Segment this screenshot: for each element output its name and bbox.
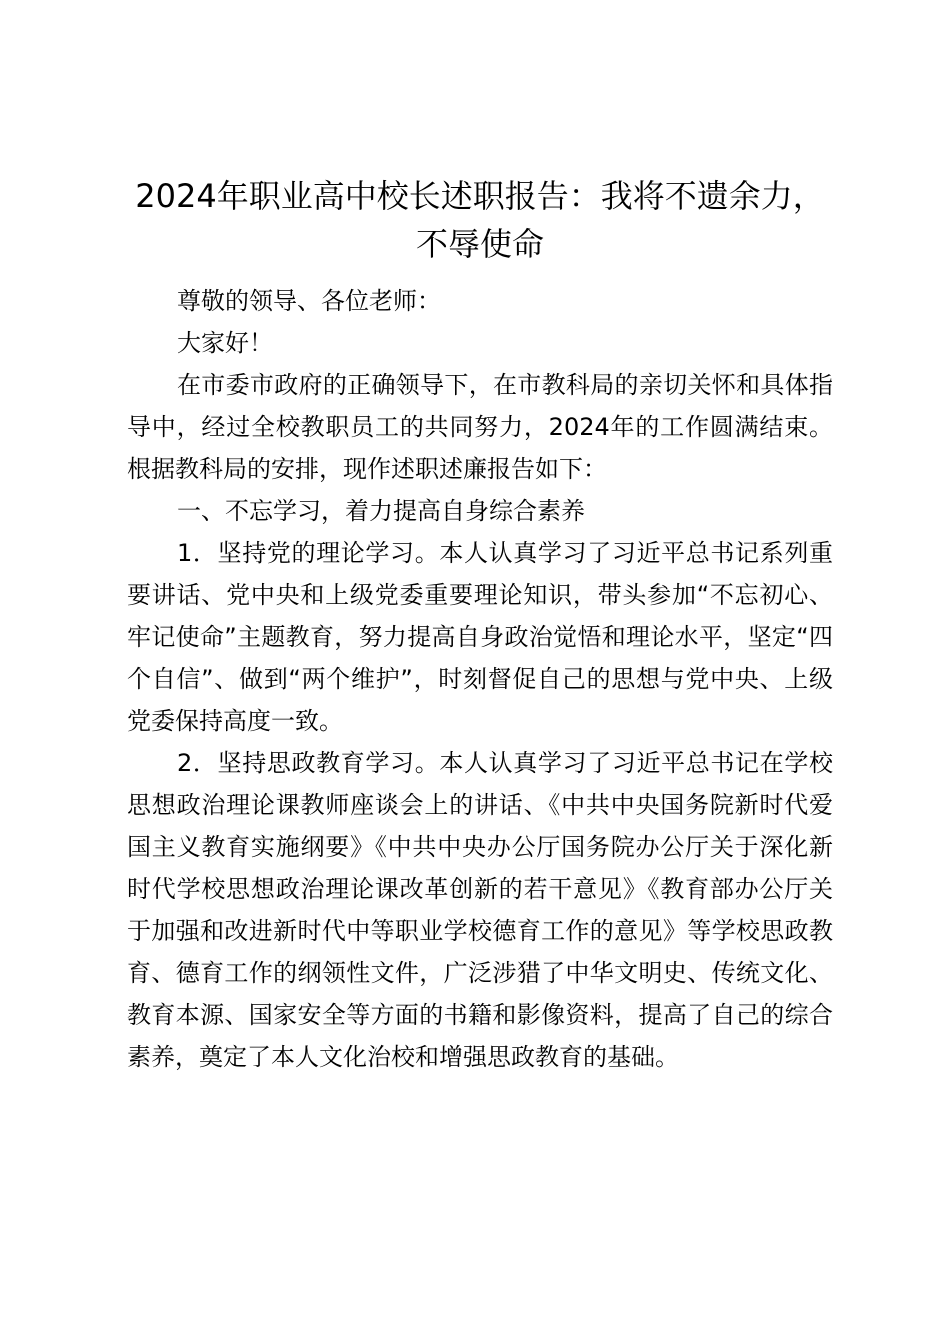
salutation: 尊敬的领导、各位老师： xyxy=(177,287,441,315)
paragraph-item-1: 1．坚持党的理论学习。本人认真学习了习近平总书记系列重要讲话、党中央和上级党委重要理论知识，带头参加“不忘初心、牢记使命”主题教育，努力提高自身政治觉悟和理论水平，坚定“四个自信”、做到“两个维护”，时刻督促自己的思想与党中央、上级党委保持高度一致。 xyxy=(127,539,833,735)
intro-paragraph: 在市委市政府的正确领导下，在市教科局的亲切关怀和具体指导中，经过全校教职员工的共同努力，2024年的工作圆满结束。根据教科局的安排，现作述职述廉报告如下： xyxy=(127,371,833,483)
document-content xyxy=(127,172,833,1078)
document-body xyxy=(127,280,833,1078)
section-heading-1: 一、不忘学习，着力提高自身综合素养 xyxy=(177,497,585,525)
document-title: 2024年职业高中校长述职报告：我将不遗余力，不辱使命 xyxy=(135,177,825,263)
paragraph-item-2: 2．坚持思政教育学习。本人认真学习了习近平总书记在学校思想政治理论课教师座谈会上的讲话、《中共中央国务院新时代爱国主义教育实施纲要》《中共中央办公厅国务院办公厅关于深化新时代学校思想政治理论课改革创新的若干意见》《教育部办公厅关于加强和改进新时代中等职业学校德育工作的意见》等学校思政教育、德育工作的纲领性文件，广泛涉猎了中华文明史、传统文化、教育本源、国家安全等方面的书籍和影像资料，提高了自己的综合素养，奠定了本人文化治校和增强思政教育的基础。 xyxy=(127,749,833,1071)
greeting: 大家好！ xyxy=(177,329,273,357)
